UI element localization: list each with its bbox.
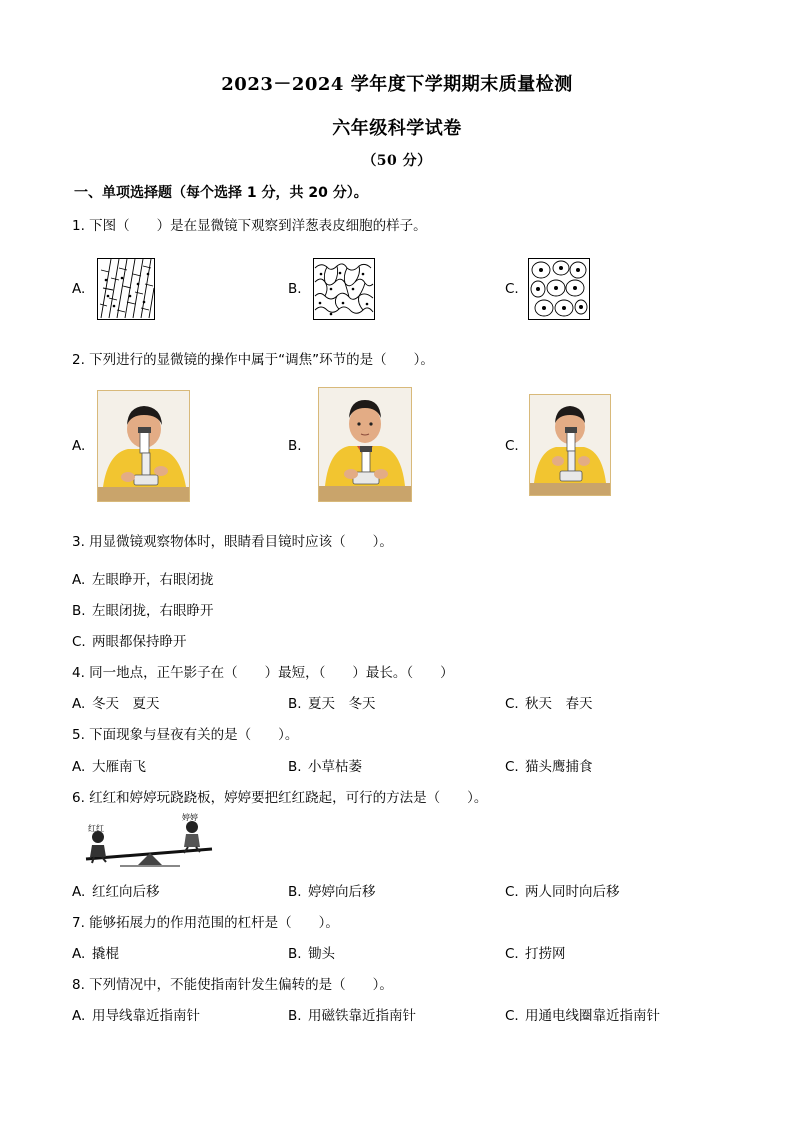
section-title: 一、单项选择题（每个选择 1 分，共 20 分）。 [74,185,368,201]
q1-label-c: C. [505,281,519,297]
q2-photo-b [318,387,412,502]
question-5-stem: 5. 下面现象与昼夜有关的是（ ）。 [72,727,299,743]
exam-score: （50 分） [362,153,432,169]
question-6-stem: 6. 红红和婷婷玩跷跷板，婷婷要把红红跷起，可行的方法是（ ）。 [72,790,488,806]
q5-option-b[interactable]: B. 小草枯萎 [288,759,362,775]
q4-option-a[interactable]: A. 冬天 夏天 [72,696,160,712]
q2-photo-a [97,390,190,502]
round-cells-figure [528,258,590,320]
seesaw-label-tingting: 婷婷 [182,813,198,822]
seesaw-label-honghong: 红红 [88,824,104,833]
q2-photo-c [529,394,611,496]
q6-option-a[interactable]: A. 红红向后移 [72,884,160,900]
q7-option-a[interactable]: A. 撬棍 [72,946,119,962]
q5-option-a[interactable]: A. 大雁南飞 [72,759,146,775]
q6-option-c[interactable]: C. 两人同时向后移 [505,884,620,900]
q7-option-b[interactable]: B. 锄头 [288,946,335,962]
seesaw-figure [80,815,220,867]
q4-option-b[interactable]: B. 夏天 冬天 [288,696,376,712]
exam-subtitle: 六年级科学试卷 [332,118,462,139]
q1-label-b: B. [288,281,302,297]
exam-title: 2023－2024 学年度下学期期末质量检测 [221,74,573,95]
q2-label-c: C. [505,438,519,454]
q2-label-a: A. [72,438,86,454]
q2-label-b: B. [288,438,302,454]
q6-option-b[interactable]: B. 婷婷向后移 [288,884,376,900]
q8-option-b[interactable]: B. 用磁铁靠近指南针 [288,1008,416,1024]
q8-option-a[interactable]: A. 用导线靠近指南针 [72,1008,200,1024]
q4-option-c[interactable]: C. 秋天 春天 [505,696,593,712]
q3-option-a[interactable]: A. 左眼睁开，右眼闭拢 [72,572,214,588]
question-7-stem: 7. 能够拓展力的作用范围的杠杆是（ ）。 [72,915,339,931]
q3-option-c[interactable]: C. 两眼都保持睁开 [72,634,187,650]
question-3-stem: 3. 用显微镜观察物体时，眼睛看目镜时应该（ ）。 [72,534,393,550]
question-2-stem: 2. 下列进行的显微镜的操作中属于“调焦”环节的是（ ）。 [72,352,434,368]
q3-option-b[interactable]: B. 左眼闭拢，右眼睁开 [72,603,214,619]
question-1-stem: 1. 下图（ ）是在显微镜下观察到洋葱表皮细胞的样子。 [72,218,427,234]
irregular-cells-figure [313,258,375,320]
q8-option-c[interactable]: C. 用通电线圈靠近指南针 [505,1008,660,1024]
q1-label-a: A. [72,281,86,297]
q7-option-c[interactable]: C. 打捞网 [505,946,566,962]
question-8-stem: 8. 下列情况中，不能使指南针发生偏转的是（ ）。 [72,977,393,993]
q5-option-c[interactable]: C. 猫头鹰捕食 [505,759,593,775]
onion-epidermis-cells-figure [97,258,155,320]
question-4-stem: 4. 同一地点，正午影子在（ ）最短，（ ）最长。（ ） [72,665,454,681]
